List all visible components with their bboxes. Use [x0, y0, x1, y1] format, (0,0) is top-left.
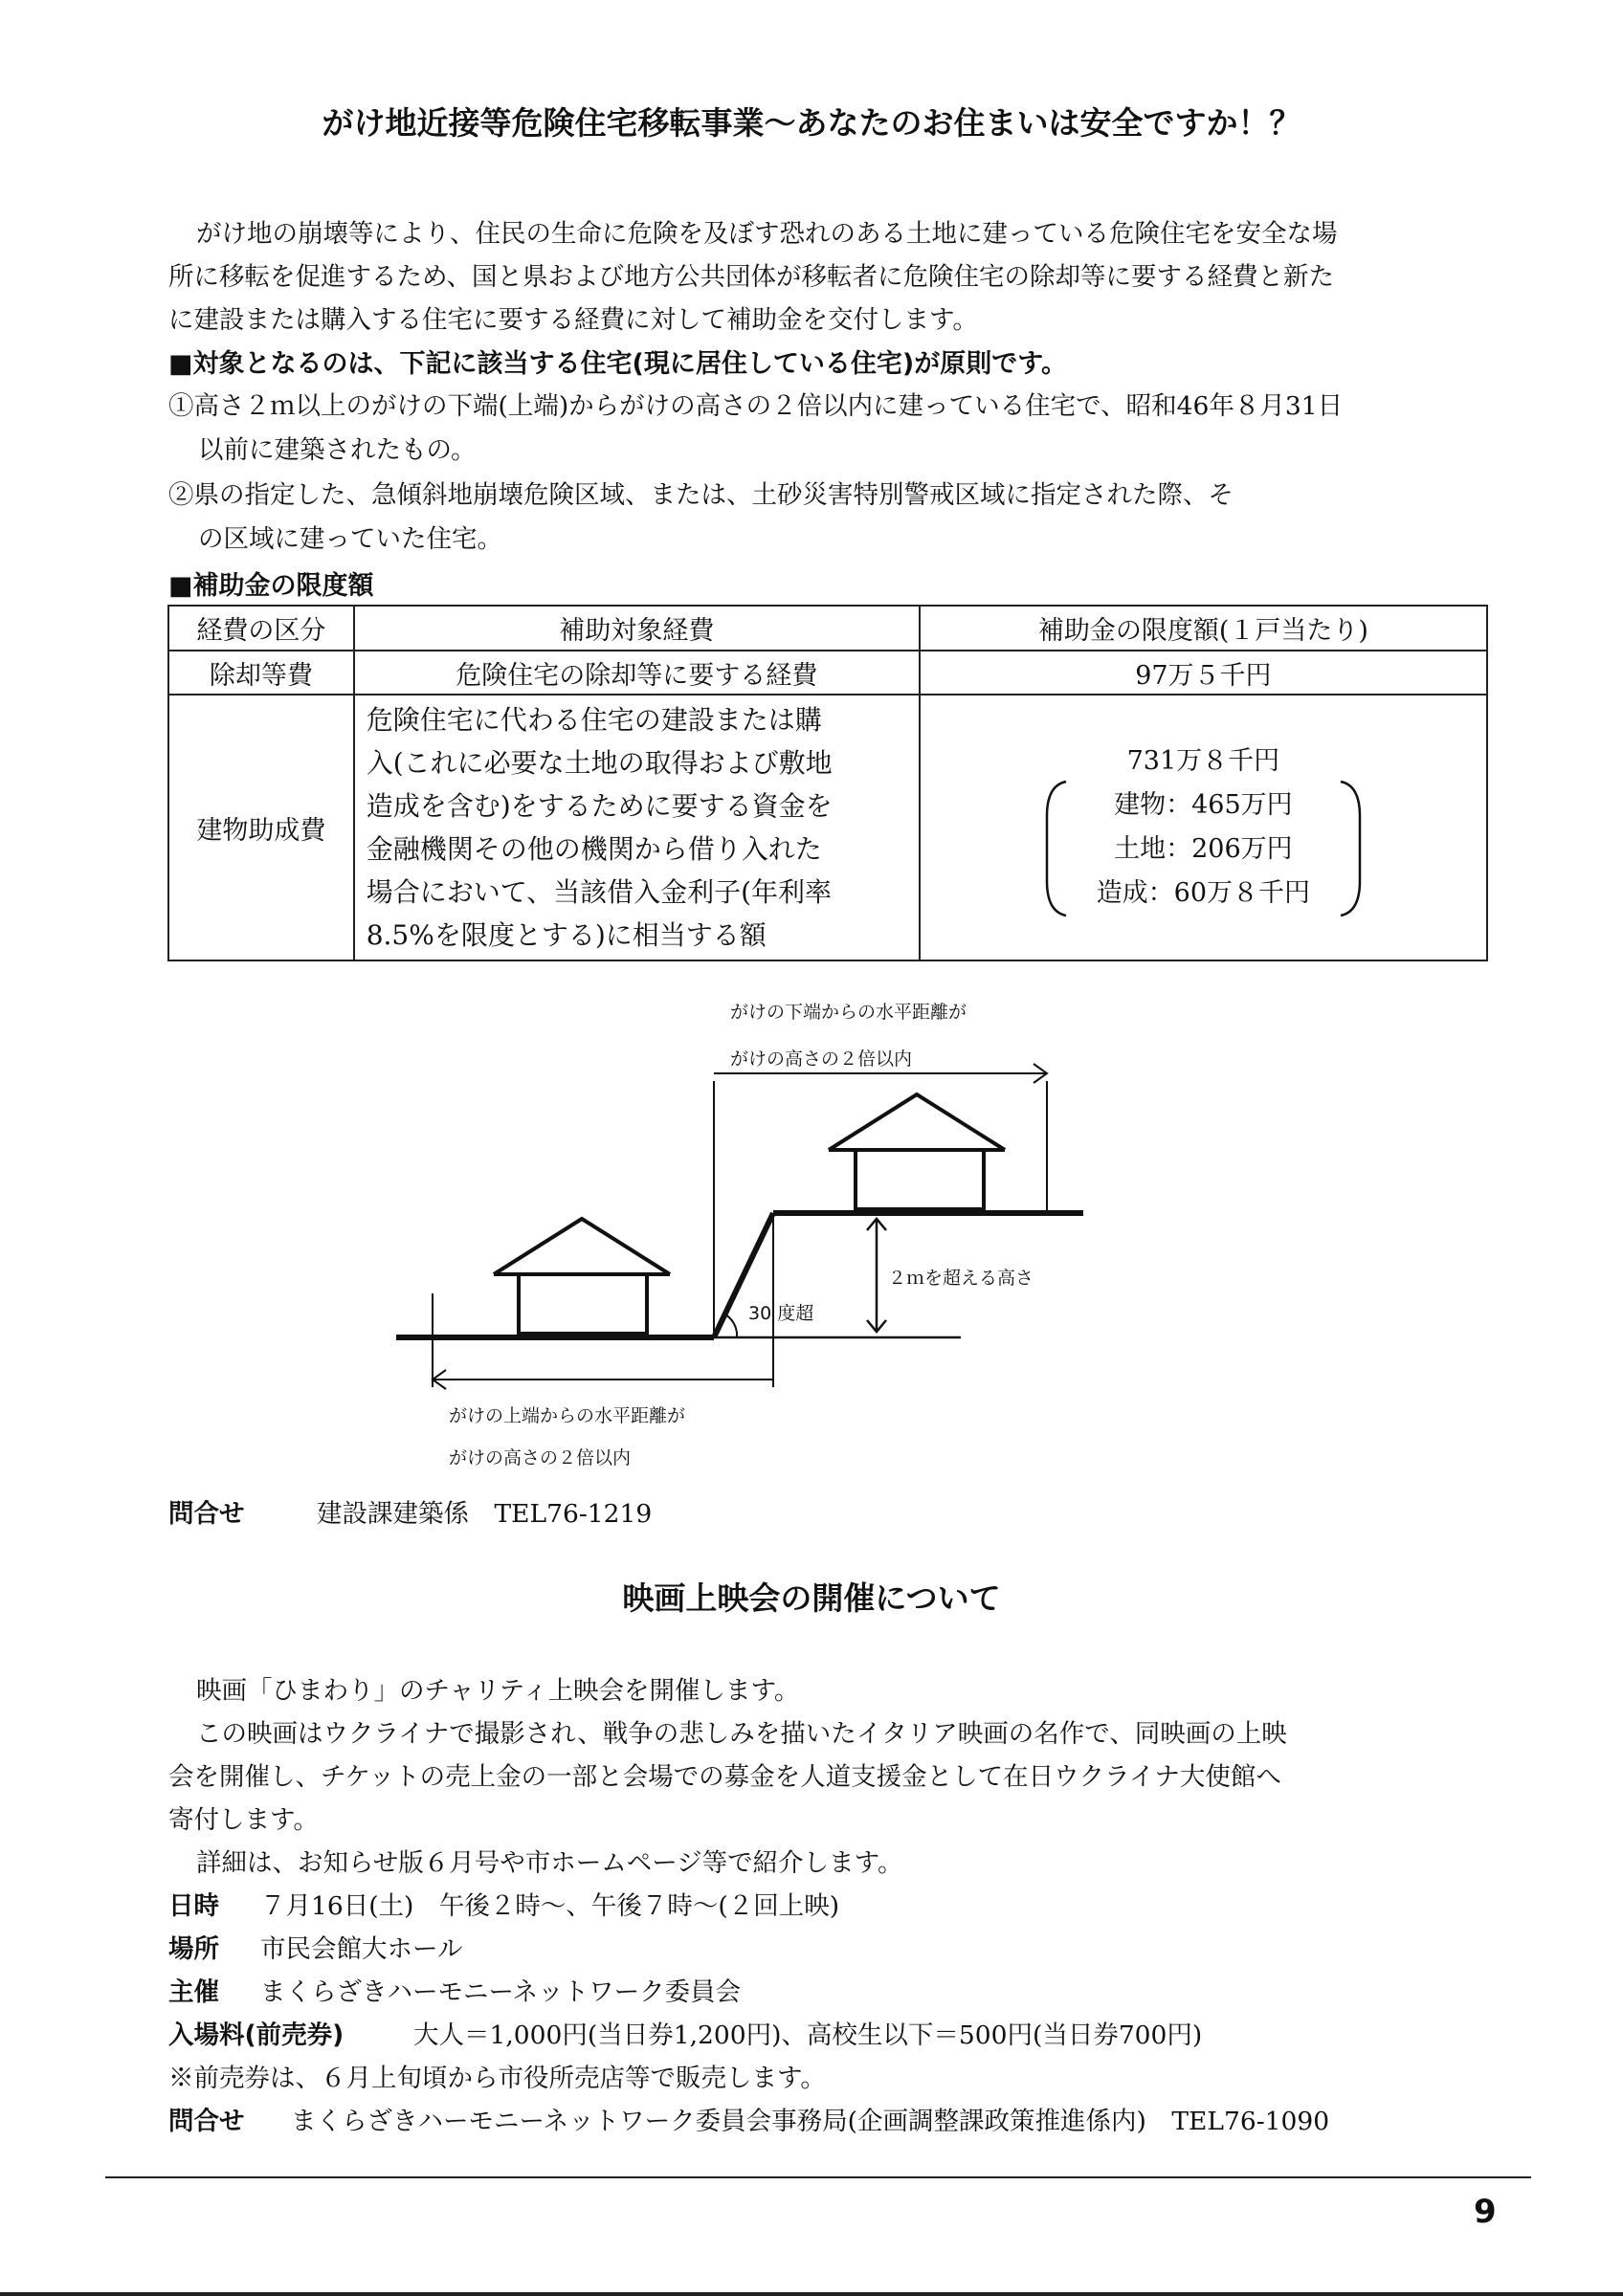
diagram-height-label: ２ｍを超える高さ	[888, 1268, 1034, 1289]
right-bracket-icon	[1337, 778, 1366, 919]
detail-label: 場所	[168, 1934, 219, 1964]
row2-limit-block	[1041, 740, 1366, 916]
movie-line-1: 映画「ひまわり」のチャリティ上映会を開催します。	[196, 1676, 800, 1706]
diagram-top-label-2: がけの高さの２倍以内	[730, 1049, 913, 1070]
table-heading: ■補助金の限度額	[168, 571, 374, 601]
movie-line-2: この映画はウクライナで撮影され、戦争の悲しみを描いたイタリア映画の名作で、同映画の上映	[196, 1719, 1287, 1749]
contact-label: 問合せ	[168, 1499, 245, 1529]
intro-line-2: 所に移転を促進するため、国と県および地方公共団体が移転者に危険住宅の除却等に要する経費と新た	[168, 262, 1334, 292]
header-limit: 補助金の限度額(１戸当たり)	[920, 606, 1487, 651]
row1-limit: 97万５千円	[920, 651, 1487, 695]
row2-limit-building: 建物：465万円	[1114, 790, 1293, 820]
detail-date	[168, 1885, 839, 1928]
item-2-line-2: の区域に建っていた住宅。	[198, 524, 502, 554]
diagram-bottom-label-2: がけの高さの２倍以内	[449, 1447, 632, 1468]
row2-expense	[354, 695, 920, 960]
lower-house-icon	[494, 1219, 670, 1334]
row2-category: 建物助成費	[168, 695, 354, 960]
movie-line-3: 会を開催し、チケットの売上金の一部と会場での募金を人道支援金として在日ウクライナ大使館へ	[168, 1762, 1281, 1792]
detail-value: まくらざきハーモニーネットワーク委員会	[260, 1977, 742, 2007]
diagram-top-label-1: がけの下端からの水平距離が	[730, 1002, 967, 1023]
section2-title: 映画上映会の開催について	[622, 1579, 1001, 1617]
row2-expense-line: 危険住宅に代わる住宅の建設または購	[366, 704, 822, 736]
item-1-line-2: 以前に建築されたもの。	[198, 435, 477, 465]
row2-expense-line: 場合において、当該借入金利子(年利率	[366, 876, 833, 908]
detail-value: ７月16日(土) 午後２時～、午後７時～(２回上映)	[260, 1891, 840, 1921]
intro-line-3: に建設または購入する住宅に要する経費に対して補助金を交付します。	[168, 305, 978, 335]
row2-limit-land: 土地：206万円	[1114, 834, 1293, 864]
table-row	[168, 695, 1487, 960]
detail-organizer	[168, 1971, 741, 2014]
movie-line-5: 詳細は、お知らせ版６月号や市ホームページ等で紹介します。	[196, 1848, 903, 1878]
row1-expense: 危険住宅の除却等に要する経費	[354, 651, 920, 695]
presale-note: ※前売券は、６月上旬頃から市役所売店等で販売します。	[168, 2064, 826, 2093]
movie-line-4: 寄付します。	[168, 1805, 319, 1835]
header-expense: 補助対象経費	[354, 606, 920, 651]
contact-text: 建設課建築係 TEL76-1219	[317, 1499, 653, 1529]
header-category: 経費の区分	[168, 606, 354, 651]
detail-label: 主催	[168, 1977, 219, 2007]
section1-title: がけ地近接等危険住宅移転事業～あなたのお住まいは安全ですか！？	[322, 104, 1301, 142]
section2-contact	[168, 2100, 1329, 2143]
row2-limit	[920, 695, 1487, 960]
bottom-edge-line	[0, 2292, 1623, 2296]
section1-contact	[168, 1492, 652, 1535]
subsidy-table	[167, 605, 1488, 961]
contact-label: 問合せ	[168, 2107, 245, 2136]
row1-category: 除却等費	[168, 651, 354, 695]
row2-expense-line: 8.5%を限度とする)に相当する額	[366, 919, 767, 951]
row2-expense-line: 造成を含む)をするために要する資金を	[366, 790, 833, 822]
diagram-angle-label: 30 度超	[748, 1303, 814, 1324]
detail-admission	[168, 2014, 1202, 2057]
target-heading: ■対象となるのは、下記に該当する住宅(現に居住している住宅)が原則です。	[168, 349, 1068, 379]
row2-expense-line: 金融機関その他の機関から借り入れた	[366, 833, 822, 865]
upper-house-icon	[829, 1094, 1005, 1209]
left-bracket-icon	[1041, 778, 1070, 919]
footer-divider	[105, 2176, 1531, 2178]
table-header-row	[168, 606, 1487, 651]
item-1-line-1: ①高さ２ｍ以上のがけの下端(上端)からがけの高さの２倍以内に建っている住宅で、昭和46年８月31日	[168, 391, 1344, 421]
diagram-bottom-label-1: がけの上端からの水平距離が	[449, 1405, 686, 1426]
page-number: 9	[1474, 2193, 1497, 2231]
detail-value: 市民会館大ホール	[260, 1934, 463, 1964]
detail-venue	[168, 1928, 462, 1971]
table-row	[168, 651, 1487, 695]
detail-label: 日時	[168, 1891, 219, 1921]
row2-limit-grading: 造成：60万８千円	[1096, 878, 1311, 908]
intro-line-1: がけ地の崩壊等により、住民の生命に危険を及ぼす恐れのある土地に建っている危険住宅を安全な場	[196, 219, 1338, 249]
detail-value: 大人＝1,000円(当日券1,200円)、高校生以下＝500円(当日券700円)	[413, 2020, 1203, 2050]
detail-label: 入場料(前売券)	[168, 2020, 345, 2050]
row2-expense-line: 入(これに必要な土地の取得および敷地	[366, 747, 833, 779]
angle-arc-icon	[725, 1314, 737, 1337]
contact-text: まくらざきハーモニーネットワーク委員会事務局(企画調整課政策推進係内) TEL76-1090	[291, 2107, 1330, 2136]
item-2-line-1: ②県の指定した、急傾斜地崩壊危険区域、または、土砂災害特別警戒区域に指定された際、そ	[168, 480, 1234, 510]
row2-limit-total: 731万８千円	[1126, 746, 1280, 776]
